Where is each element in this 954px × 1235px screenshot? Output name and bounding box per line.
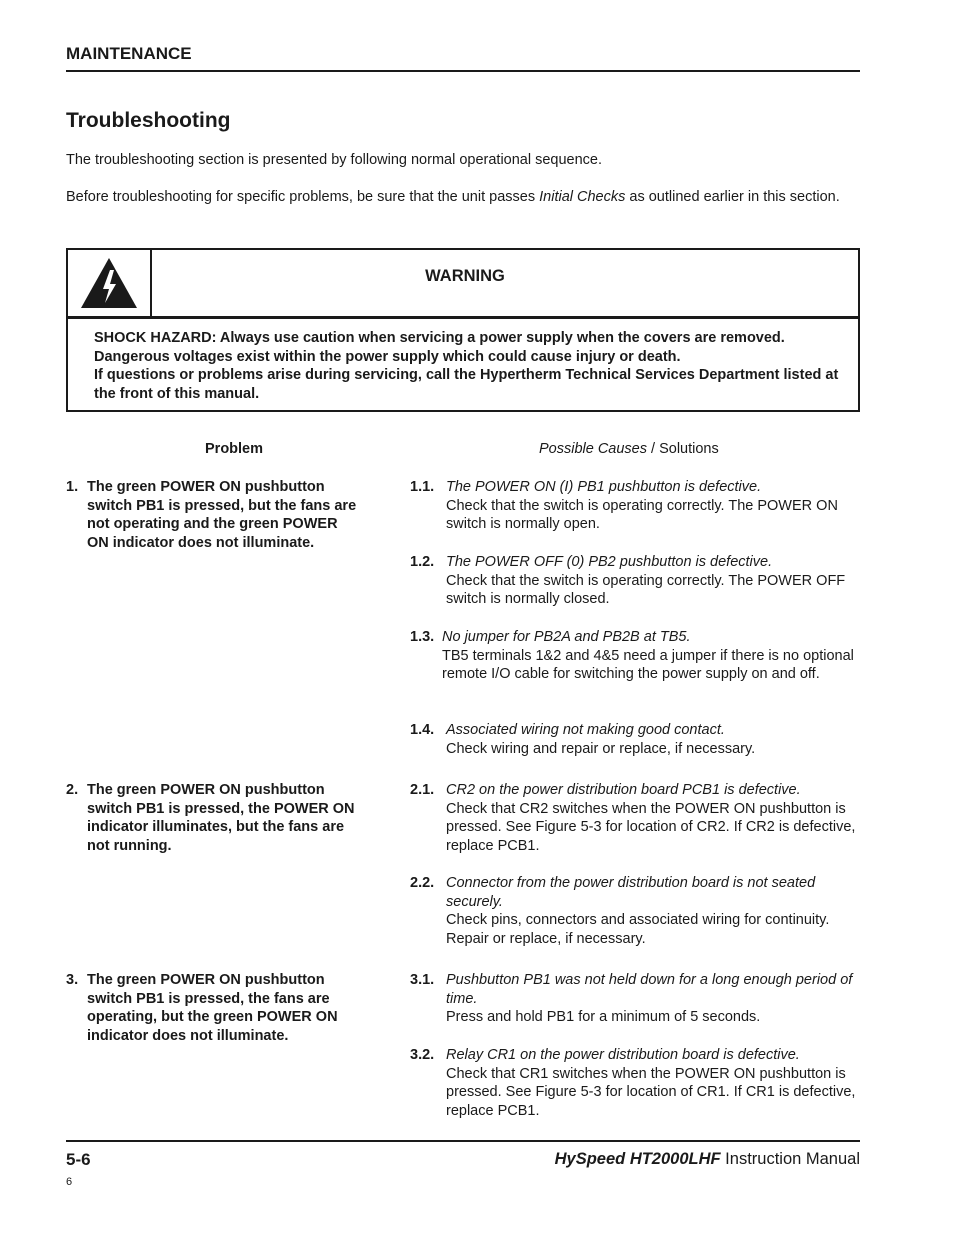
cause-body	[446, 721, 866, 758]
cause-body	[442, 628, 862, 684]
section-label: MAINTENANCE	[66, 44, 192, 63]
cause-solution: TB5 terminals 1&2 and 4&5 need a jumper if there is no optional remote I/O cable for switching the power supply on and off.	[442, 647, 854, 682]
small-page-number: 6	[66, 1176, 73, 1188]
header-rule	[66, 70, 860, 72]
cause-title: Connector from the power distribution board is not seated securely.	[446, 875, 816, 910]
cause-number: 3.1.	[410, 972, 435, 988]
cause-solution: Check wiring and repair or replace, if necessary.	[446, 740, 756, 757]
cause-body	[446, 781, 866, 855]
cause-title: The POWER OFF (0) PB2 pushbutton is defective.	[446, 554, 773, 570]
warning-line-2: If questions or problems arise during servicing, call the Hypertherm Technical Services Department listed at the front of this manual.	[94, 367, 839, 402]
footer-manual-title	[555, 1150, 860, 1169]
cause-title: No jumper for PB2A and PB2B at TB5.	[442, 629, 691, 645]
cause-number: 2.2.	[410, 875, 435, 891]
warning-heading: WARNING	[425, 267, 505, 285]
cause-title: The POWER ON (I) PB1 pushbutton is defective.	[446, 479, 762, 495]
cause-title: Relay CR1 on the power distribution board is defective.	[446, 1047, 800, 1063]
cause-body	[446, 874, 866, 948]
cause-body	[446, 478, 866, 534]
footer-doc-name: Instruction Manual	[720, 1150, 860, 1168]
footer-page-number: 5-6	[66, 1150, 91, 1169]
cause-title: Associated wiring not making good contact.	[446, 722, 725, 738]
warning-box	[66, 248, 860, 412]
cause-number: 1.4.	[410, 722, 435, 738]
problem-column-header: Problem	[205, 441, 264, 457]
shock-hazard-icon	[79, 256, 139, 310]
cause-number: 1.1.	[410, 479, 435, 495]
cause-number: 1.3.	[410, 629, 435, 645]
footer-rule	[66, 1140, 860, 1142]
problem-number: 2.	[66, 782, 79, 798]
intro-paragraph-2	[66, 188, 860, 207]
problem-number: 1.	[66, 479, 79, 495]
cause-title: Pushbutton PB1 was not held down for a long enough period of time.	[446, 972, 853, 1007]
cause-solution: Check that the switch is operating correctly. The POWER OFF switch is normally closed.	[446, 572, 846, 607]
cause-solution: Check that CR2 switches when the POWER ON pushbutton is pressed. See Figure 5-3 for location of CR2. If CR2 is defective, replace PCB1.	[446, 800, 856, 854]
cause-body	[446, 553, 866, 609]
problem-number: 3.	[66, 972, 79, 988]
cause-body	[446, 971, 866, 1027]
problem-text: The green POWER ON pushbutton switch PB1 is pressed, the POWER ON indicator illuminates, but the fans are not running.	[87, 782, 355, 854]
causes-column-header	[539, 441, 719, 457]
intro-text-after: as outlined earlier in this section.	[625, 189, 840, 205]
intro-paragraph-1: The troubleshooting section is presented by following normal operational sequence.	[66, 152, 603, 168]
intro-text-italic: Initial Checks	[539, 189, 626, 205]
page-title: Troubleshooting	[66, 109, 231, 132]
cause-body	[446, 1046, 866, 1120]
cause-solution: Press and hold PB1 for a minimum of 5 seconds.	[446, 1009, 761, 1025]
cause-number: 2.1.	[410, 782, 435, 798]
warning-line-1: SHOCK HAZARD: Always use caution when servicing a power supply when the covers are removed. Dangerous voltages exist within the power supply which could cause injury or death.	[94, 330, 785, 365]
problem-text: The green POWER ON pushbutton switch PB1 is pressed, the fans are operating, but the green POWER ON indicator does not illuminate.	[87, 972, 338, 1044]
warning-icon-cell	[68, 250, 152, 316]
cause-number: 1.2.	[410, 554, 435, 570]
cause-number: 3.2.	[410, 1047, 435, 1063]
intro-text-before: Before troubleshooting for specific problems, be sure that the unit passes	[66, 189, 540, 205]
cause-title: CR2 on the power distribution board PCB1 is defective.	[446, 782, 801, 798]
causes-header-italic: Possible Causes	[539, 441, 647, 457]
problem-text: The green POWER ON pushbutton switch PB1 is pressed, but the fans are not operating and the green POWER ON indicator does not illuminate.	[87, 479, 357, 551]
causes-header-rest: / Solutions	[647, 441, 719, 457]
cause-solution: Check pins, connectors and associated wiring for continuity. Repair or replace, if necessary.	[446, 912, 830, 947]
cause-solution: Check that the switch is operating correctly. The POWER ON switch is normally open.	[446, 497, 838, 532]
footer-brand: HySpeed HT2000LHF	[554, 1150, 721, 1168]
warning-body	[94, 329, 844, 403]
cause-solution: Check that CR1 switches when the POWER ON pushbutton is pressed. See Figure 5-3 for location of CR1. If CR1 is defective, replace PCB1.	[446, 1065, 856, 1119]
warning-header-row	[68, 250, 858, 319]
